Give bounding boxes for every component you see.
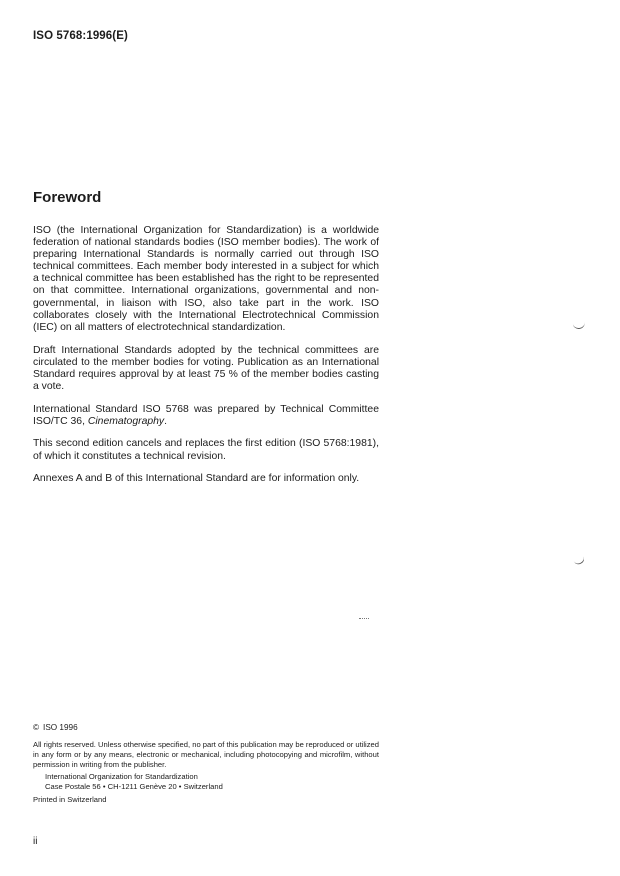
page-title: Foreword	[33, 189, 102, 206]
page-number: ii	[33, 836, 38, 847]
committee-suffix: .	[164, 416, 167, 428]
foreword-paragraph-edition: This second edition cancels and replaces the first edition (ISO 5768:1981), of which it constitutes a technical revision.	[33, 438, 379, 462]
foreword-body	[33, 225, 379, 495]
margin-pen-mark	[573, 555, 586, 566]
foreword-paragraph-drafts: Draft International Standards adopted by the technical committees are circulated to the member bodies for voting. Publication as an International Standard requires approval by at least 75 % of the member bodies casting a vote.	[33, 344, 379, 393]
copyright-icon: ©	[33, 723, 40, 732]
publisher-name: International Organization for Standardization	[45, 772, 198, 781]
committee-text: International Standard ISO 5768 was prepared by Technical Committee ISO/TC 36,	[33, 404, 379, 428]
committee-name: Cinematography	[87, 416, 165, 428]
foreword-paragraph-committee	[33, 404, 379, 428]
foreword-paragraph-annexes: Annexes A and B of this International Standard are for information only.	[33, 472, 360, 484]
foreword-paragraph-iso: ISO (the International Organization for Standardization) is a worldwide federation of national standards bodies (ISO member bodies). The work of preparing International Standards is normally carried out through ISO technical committees. Each member body interested in a subject for which a technical committee has been established has the right to be represented on that committee. International organizations, governmental and non-governmental, in liaison with ISO, also take part in the work. ISO collaborates closely with the International Electrotechnical Commission (IEC) on all matters of electrotechnical standardization.	[33, 225, 379, 333]
copyright-holder: ISO 1996	[43, 723, 78, 732]
copyright-line	[33, 723, 379, 733]
copyright-block	[33, 723, 379, 805]
printed-in: Printed in Switzerland	[33, 795, 107, 804]
scan-speck	[359, 618, 369, 619]
rights-notice: All rights reserved. Unless otherwise specified, no part of this publication may be reproduced or utilized in any form or by any means, electronic or mechanical, including photocopying and microfilm, without permission in writing from the publisher.	[33, 740, 379, 769]
margin-pen-mark	[573, 321, 586, 329]
document-id: ISO 5768:1996(E)	[33, 30, 128, 42]
publisher-address: Case Postale 56 • CH-1211 Genève 20 • Switzerland	[45, 782, 223, 791]
